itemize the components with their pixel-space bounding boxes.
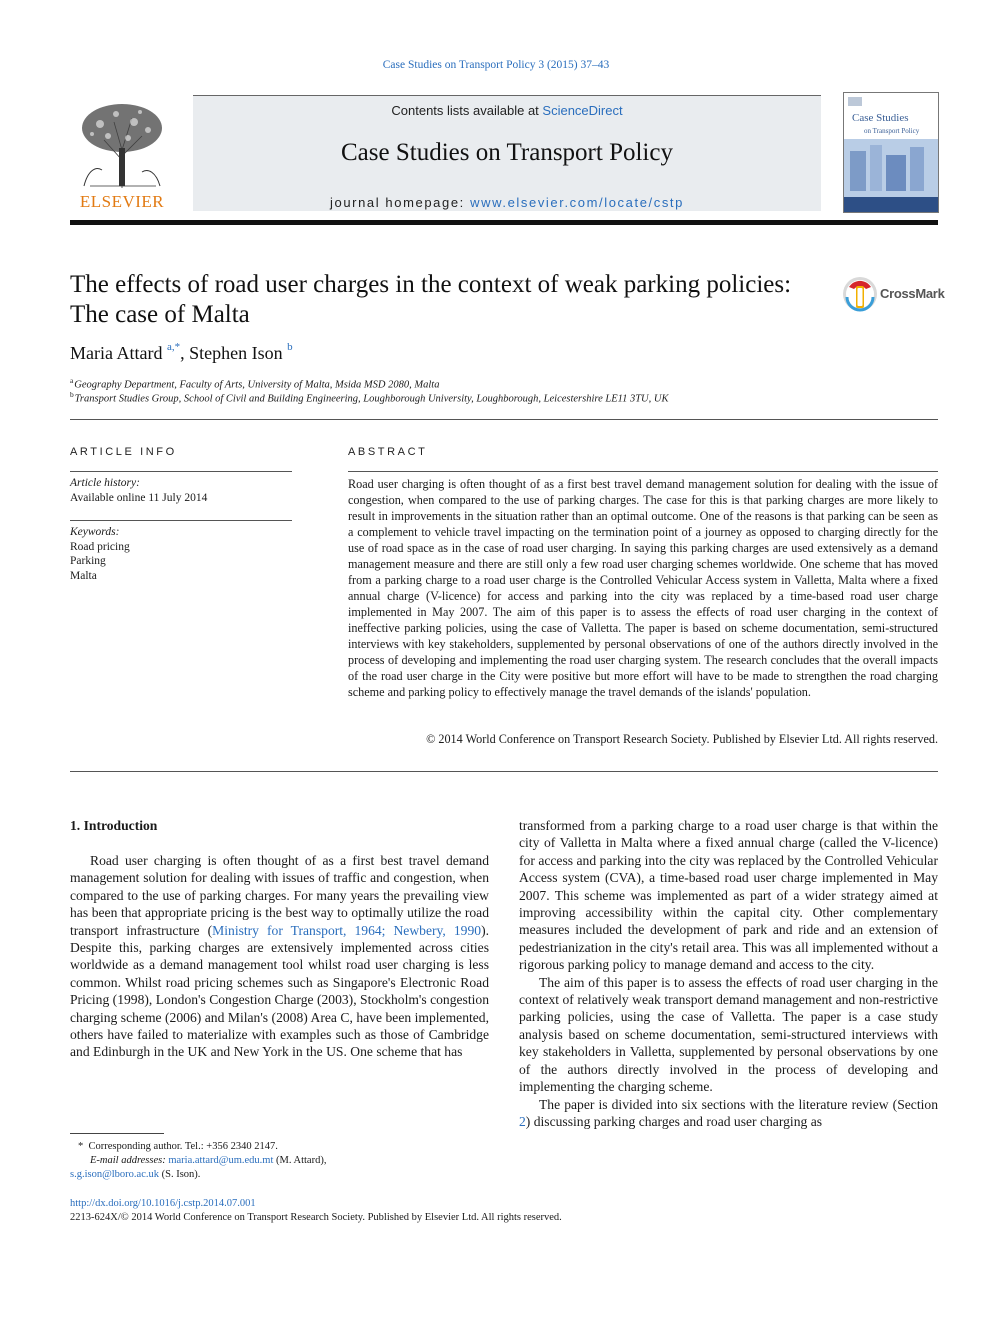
doi-link[interactable]: http://dx.doi.org/10.1016/j.cstp.2014.07.001: [70, 1198, 256, 1209]
journal-header: [193, 95, 821, 211]
divider: [70, 520, 292, 521]
left-column: [70, 852, 489, 1061]
elsevier-logo: [70, 100, 174, 212]
header-divider: [70, 220, 938, 225]
keyword: Malta: [70, 569, 97, 582]
paragraph: The aim of this paper is to assess the effects of road user charging in the context of relatively weak transport demand management and non-restrictive parking policies, using the case of Valletta. The paper is a case study analysis based on scheme documentation, semi-structured interviews with key stakeholders in Valletta, supplemented by personal observations by one of the authors directly involved in the process of developing and implementing the charging scheme.: [519, 974, 938, 1095]
elsevier-wordmark: ELSEVIER: [79, 192, 165, 211]
author-list: Maria Attard $^{a,*}$, Stephen Ison $^b$: [70, 341, 293, 363]
reference-link[interactable]: Ministry for Transport, 1964; Newbery, 1990: [212, 922, 482, 938]
divider: [348, 471, 938, 472]
abstract-copyright: © 2014 World Conference on Transport Research Society. Published by Elsevier Ltd. All rights reserved.: [426, 732, 938, 746]
article-title: The effects of road user charges in the context of weak parking policies: The case of Malta: [70, 271, 792, 328]
affiliation-a: $^a$ Geography Department, Faculty of Arts, University of Malta, Msida MSD 2080, Malta: [70, 376, 440, 391]
email-link[interactable]: s.g.ison@lboro.ac.uk: [70, 1169, 159, 1180]
section-heading: 1. Introduction: [70, 818, 158, 833]
section-link[interactable]: 2: [519, 1113, 526, 1129]
author-name: Maria Attard: [70, 343, 163, 363]
journal-cover: [843, 92, 939, 213]
issn-copyright: 2213-624X/© 2014 World Conference on Transport Research Society. Published by Elsevier Ltd. All rights reserved.: [70, 1212, 562, 1223]
author-affiliation-ref[interactable]: a,*: [166, 341, 181, 353]
paragraph: transformed from a parking charge to a road user charge is that within the city of Valletta in Malta where a fixed annual charge (called the V-licence) for access and parking into the city was replaced by the Controlled Vehicular Access system (CVA), a time-based road user charge implemented in May 2007. This scheme was implemented as part of a wider strategy aimed at improving accessibility within the capital city. Other complementary measures included the development of park and ride and an extension of pedestrianization in the city's retail area. This was all implemented without a rigorous parking policy to manage demand and access to the city.: [519, 818, 938, 973]
journal-citation[interactable]: Case Studies on Transport Policy 3 (2015) 37–43: [382, 59, 610, 71]
journal-title: Case Studies on Transport Policy: [341, 139, 673, 166]
paragraph: Road user charging is often thought of as a first best travel demand management solution for dealing with issues of traffic and congestion, when compared to the use of parking charges. For many years the prevailing view has been that appropriate pricing is the best way to optimally utilize the road transport infrastructure (Ministry for Transport, 1964; Newbery, 1990). Despite this, parking charges are extensively implemented across cities worldwide as a demand management tool whilst road user charging is less common. Whilst road pricing schemes such as Singapore's Electronic Road Pricing (1998), London's Congestion Charge (2003), Stockholm's congestion charging scheme (2006) and Milan's (2008) Area C, have been implemented, others have failed to materialize with examples such as those of Cambridge and Edinburgh in the UK and New York in the US. One scheme that has: [70, 853, 489, 1060]
abstract-heading: ABSTRACT: [348, 446, 428, 458]
corresponding-author-note: * Corresponding author. Tel.: +356 2340 2147.: [78, 1141, 278, 1152]
author-affiliation-ref[interactable]: b: [287, 341, 293, 353]
paragraph: The paper is divided into six sections with the literature review (Section 2) discussing parking charges and road user charging as: [519, 1096, 938, 1129]
email-note: E-mail addresses: maria.attard@um.edu.mt (M. Attard),: [90, 1155, 327, 1166]
article-info-heading: ARTICLE INFO: [70, 446, 177, 458]
divider: [70, 471, 292, 472]
email-note-2: s.g.ison@lboro.ac.uk (S. Ison).: [70, 1169, 201, 1180]
contents-available: Contents lists available at ScienceDirect: [391, 103, 623, 118]
keyword: Parking: [70, 555, 106, 567]
keyword: Road pricing: [70, 540, 130, 553]
crossmark-label: CrossMark: [880, 286, 945, 301]
author-name: Stephen Ison: [189, 343, 283, 363]
right-column: [519, 817, 938, 1130]
divider: [70, 771, 938, 772]
abstract-text: Road user charging is often thought of as a first best travel demand management solution for dealing with the issue of congestion, when compared to the use of parking charges. The case for this is that parking charges are more likely to result in improvements in the situation rather than an optimal outcome. One of the reasons is that parking can be seen as a complement to vehicle travel impacting on the termination point of a journey as opposed to charging directly for the use of road space as in the case of road user charging. In saying this parking charges are used extensively as a demand management measure and there are still only a few road user charging schemes worldwide. One scheme that has moved from a parking charge to a road user charge is the Controlled Vehicular Access system in Valletta, Malta where a fixed annual charge (V-licence) for access and parking into the city was replaced by a time-based road user charge implemented in May 2007. The aim of this paper is to assess the effects of road user charging in the context of ineffective parking policies, using the case of Valletta. The paper is based on scheme documentation, semi-structured interviews with key stakeholders, supplemented by personal observations of one of the authors directly involved in the process of developing and implementing the road user charging system. The research concludes that the overall impacts of the road user charge in the City were positive but more effort will have to be made to strengthen the road charging scheme and parking policy to effectively manage the travel demands of the islands' population.: [348, 477, 938, 699]
cover-subtitle: on Transport Policy: [864, 127, 920, 135]
divider: [70, 419, 938, 420]
sciencedirect-link[interactable]: ScienceDirect: [542, 103, 623, 118]
affiliation-b: $^b$ Transport Studies Group, School of Civil and Building Engineering, Loughborough University, Loughborough, Leicestershire LE11 3TU, UK: [70, 390, 669, 405]
crossmark-badge[interactable]: [842, 275, 945, 315]
elsevier-tree-icon: [70, 100, 174, 192]
footnote-divider: [70, 1133, 164, 1134]
cover-title: Case Studies: [852, 112, 909, 124]
homepage-link[interactable]: www.elsevier.com/locate/cstp: [470, 195, 684, 210]
journal-homepage: journal homepage: www.elsevier.com/locate/cstp: [330, 195, 684, 210]
crossmark-icon: [842, 275, 878, 313]
article-history: Article history: Available online 11 July 2014: [70, 477, 208, 504]
keywords: Keywords: Road pricing Parking Malta: [70, 525, 292, 583]
email-link[interactable]: maria.attard@um.edu.mt: [168, 1155, 274, 1166]
